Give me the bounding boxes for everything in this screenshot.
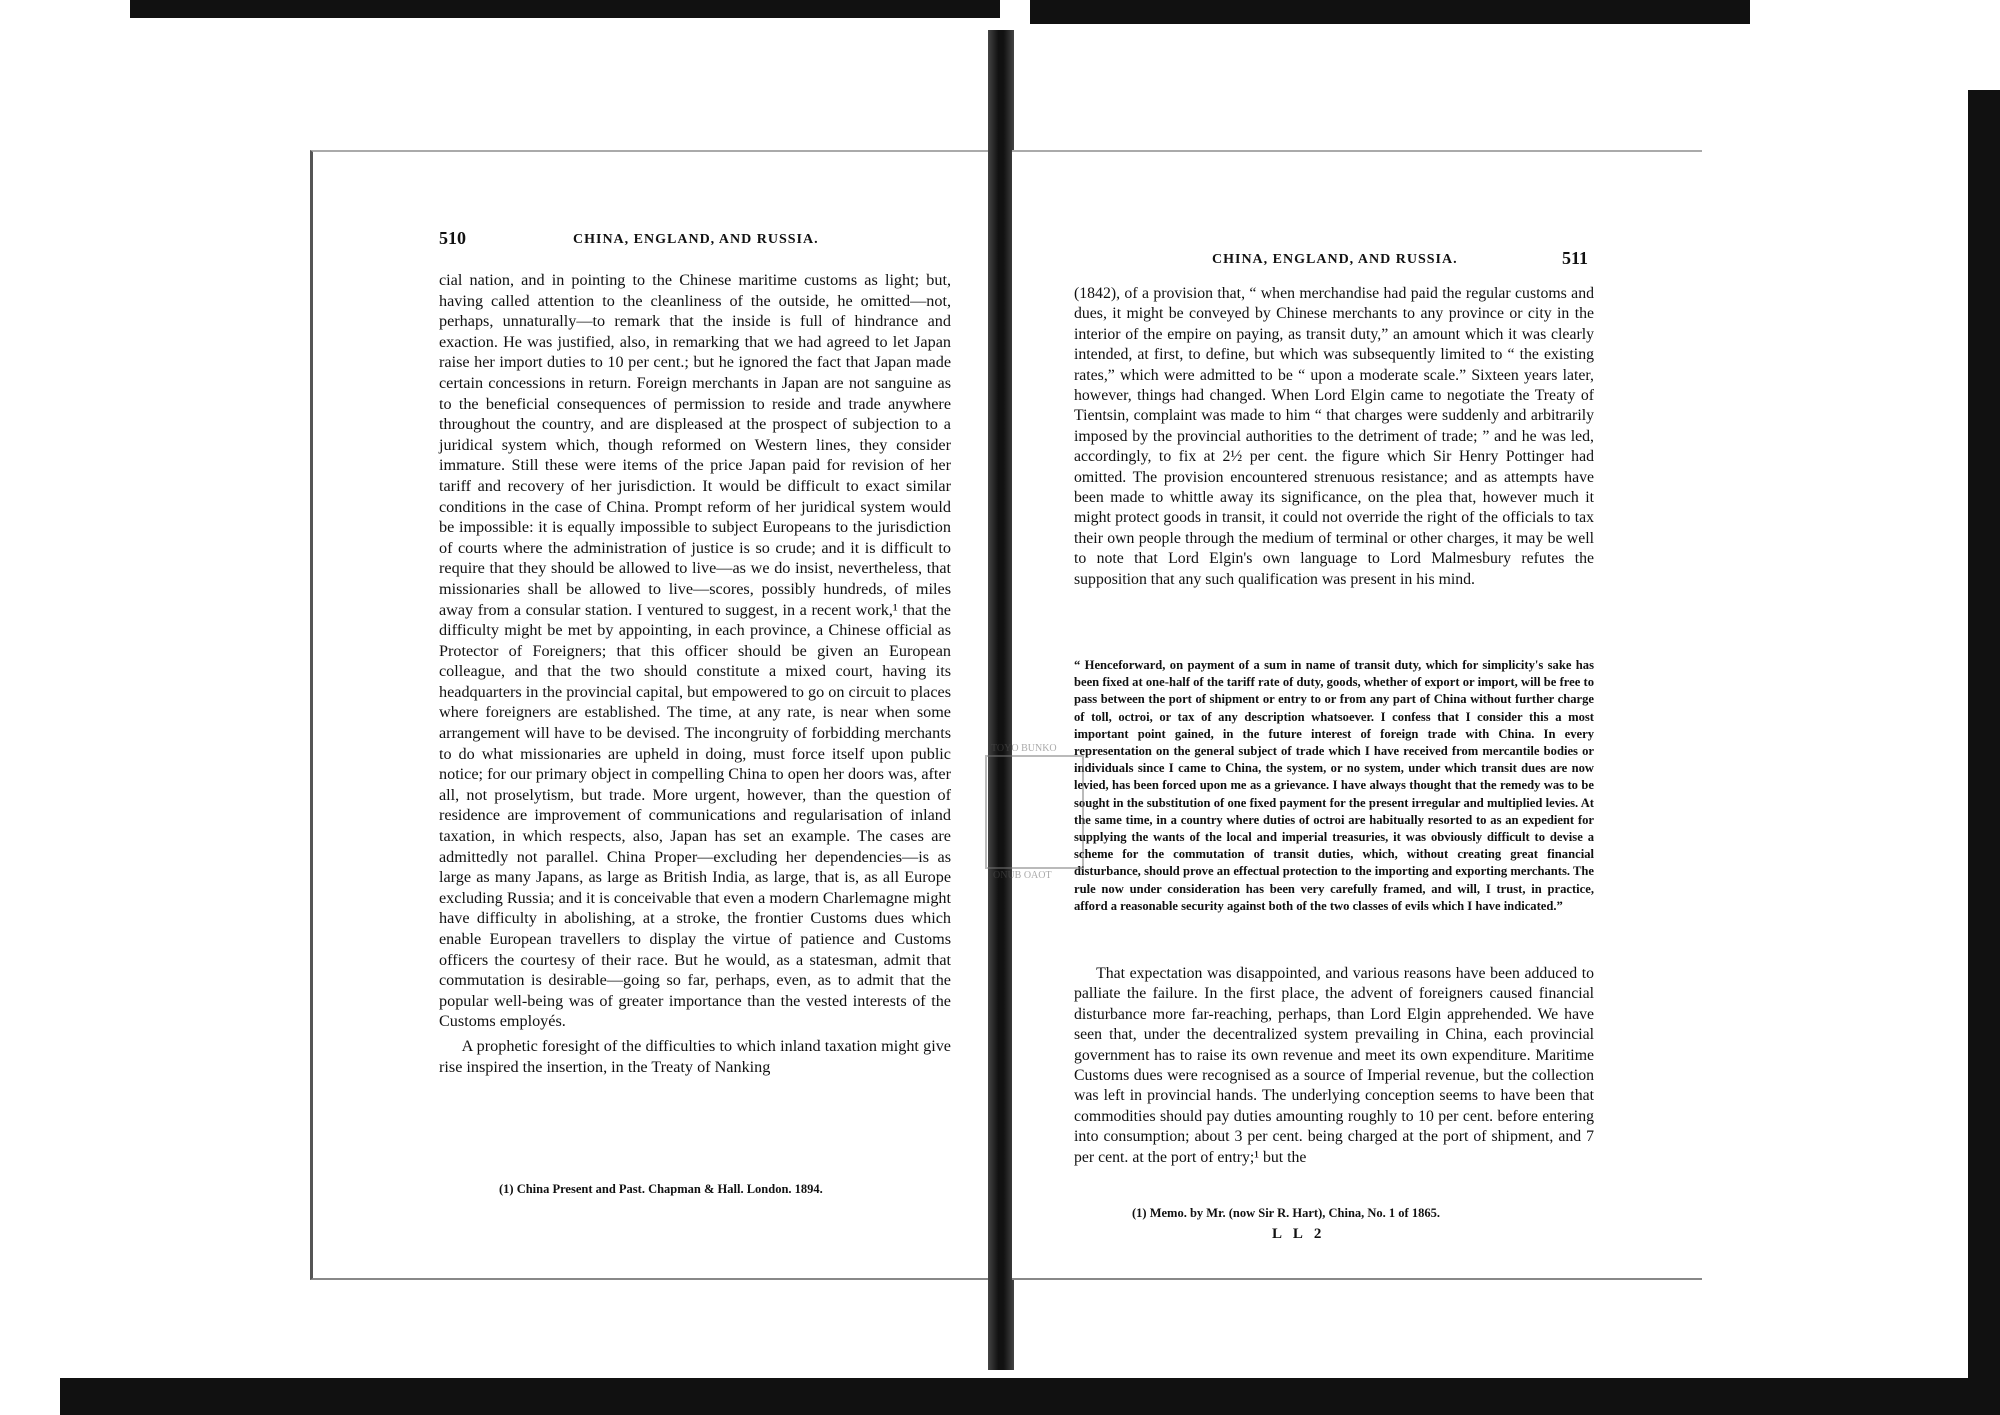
signature-mark: L L 2 xyxy=(1272,1226,1326,1242)
book-gutter xyxy=(988,30,1014,1370)
right-footnote: (1) Memo. by Mr. (now Sir R. Hart), China, No. 1 of 1865. xyxy=(1132,1206,1440,1220)
right-paragraph-1: (1842), of a provision that, “ when merchandise had paid the regular customs and dues, it might be conveyed by Chinese merchants to any province or city in the interior of the empire on paying, as transit duty,” an amount which it was clearly intended, at first, to define, but which was subsequently limited to “ the existing rates,” which were admitted to be “ upon a moderate scale.” Sixteen years later, however, things had changed. When Lord Elgin came to negotiate the Treaty of Tientsin, complaint was made to him “ that charges were suddenly and arbitrarily imposed by the provincial authorities to the detriment of trade; ” and he was led, accordingly, to fix at 2½ per cent. the figure which Sir Henry Pottinger had omitted. The provision encountered strenuous resistance; and as attempts have been made to whittle away its significance, on the plea that, however much it might protect goods in transit, it could not override the right of the officials to tax their own people through the medium of terminal or other charges, it may be well to note that Lord Elgin's own language to Lord Malmesbury refutes the supposition that any such qualification was present in his mind. xyxy=(1074,285,1594,588)
left-paragraph-2: A prophetic foresight of the difficulties to which inland taxation might give rise inspired the insertion, in the Treaty of Nanking xyxy=(439,1036,951,1076)
right-running-head: CHINA, ENGLAND, AND RUSSIA. xyxy=(1212,252,1458,267)
stamp-text-top: TOYO BUNKO xyxy=(991,743,1057,754)
scan-border-right xyxy=(1968,90,2000,1415)
left-body-text xyxy=(439,270,951,1077)
left-footnote: (1) China Present and Past. Chapman & Hall. London. 1894. xyxy=(499,1182,823,1196)
stamp-text-bottom: ONUB OAOT xyxy=(993,870,1052,881)
left-page xyxy=(310,150,990,1280)
right-page-number: 511 xyxy=(1562,248,1589,268)
right-paragraph-2: That expectation was disappointed, and various reasons have been adduced to palliate the failure. In the first place, the advent of foreigners caused financial disturbance more far-reaching, perhaps, than Lord Elgin apprehended. We have seen that, under the decentralized system prevailing in China, each provincial government has to raise its own revenue and meet its own expenditure. Maritime Customs dues were recognised as a source of Imperial revenue, but the collection was left in provincial hands. The underlying conception seems to have been that commodities should pay duties amounting roughly to 10 per cent. before entering into consumption; about 3 per cent. being charged at the port of shipment, and 7 per cent. at the port of entry;¹ but the xyxy=(1074,965,1594,1166)
scan-border-top-left xyxy=(130,0,1000,18)
scan-border-top-right xyxy=(1030,0,1750,24)
right-page xyxy=(1012,150,1702,1280)
left-paragraph-1: cial nation, and in pointing to the Chinese maritime customs as light; but, having called attention to the cleanliness of the outside, he omitted—not, perhaps, unnaturally—to remark that the inside is full of hindrance and exaction. He was justified, also, in remarking that we had agreed to let Japan raise her import duties to 10 per cent.; but he ignored the fact that Japan made certain concessions in return. Foreign merchants in Japan are not sanguine as to the beneficial consequences of permission to reside and trade anywhere throughout the country, and are displeased at the prospect of subjection to a juridical system which, though reformed on Western lines, they consider immature. Still these were items of the price Japan paid for revision of her tariff and recovery of her jurisdiction. It would be difficult to exact similar conditions in the case of China. Prompt reform of her juridical system would be impossible: it is equally impossible to subject Europeans to the jurisdiction of courts where the administration of justice is so crude; and it is difficult to require that they should be allowed to live—as we do insist, nevertheless, that missionaries shall be allowed to live—scores, possibly hundreds, of miles away from a consular station. I ventured to suggest, in a recent work,¹ that the difficulty might be met by appointing, in each province, a Chinese official as Protector of Foreigners; that this officer should be given an European colleague, and that the two should constitute a mixed court, having its headquarters in the provincial capital, but empowered to go on circuit to places where foreigners are established. The time, at any rate, is near when some arrangement will have to be devised. The incongruity of forbidding merchants to do what missionaries are upheld in doing, must force itself upon public notice; for our primary object in compelling China to open her doors was, after all, not proselytism, but trade. More urgent, however, than the question of residence are improvement of communications and regularisation of inland taxation, in which respects, also, Japan has set an example. The cases are admittedly not parallel. China Proper—excluding her dependencies—is as large as many Japans, as large as British India, as large, that is, as all Europe excluding Russia; and it is conceivable that even a modern Charlemagne might have difficulty in abolishing, at a stroke, the frontier Customs dues which enable European travellers to display the virtue of patience and Customs officers the courtesy of their race. But he would, as a statesman, admit that commutation is desirable—going so far, perhaps, even, as to admit that the popular well-being was of greater importance than the vested interests of the Customs employés. xyxy=(439,271,952,1031)
left-running-head: CHINA, ENGLAND, AND RUSSIA. xyxy=(573,232,819,247)
library-stamp xyxy=(985,743,1084,881)
left-page-number: 510 xyxy=(439,228,466,248)
scan-border-bottom xyxy=(60,1378,2000,1415)
elgin-quotation: “ Henceforward, on payment of a sum in name of transit duty, which for simplicity's sake has been fixed at one-half of the tariff rate of duty, goods, whether of export or import, will be free to pass between the port of shipment or entry to or from any part of China without further charge of toll, octroi, or tax of any description whatsoever. I confess that I consider this a most important point gained, in the future interest of foreign trade with China. In every representation on the general subject of trade which I have received from mercantile bodies or individuals since I came to China, the system, or no system, under which transit dues are now levied, has been forced upon me as a grievance. I have always thought that the remedy was to be sought in the substitution of one fixed payment for the present irregular and multiplied levies. At the same time, in a country where duties of octroi are habitually resorted to as an expedient for supplying the wants of the local and imperial treasuries, it was obviously difficult to devise a scheme for the commutation of transit duties, which, without creating great financial disturbance, should prove an effectual protection to the importing and exporting merchants. The rule now under consideration has been very carefully framed, and will, I trust, in practice, afford a reasonable security against both of the two classes of evils which I have indicated.” xyxy=(1074,658,1594,913)
